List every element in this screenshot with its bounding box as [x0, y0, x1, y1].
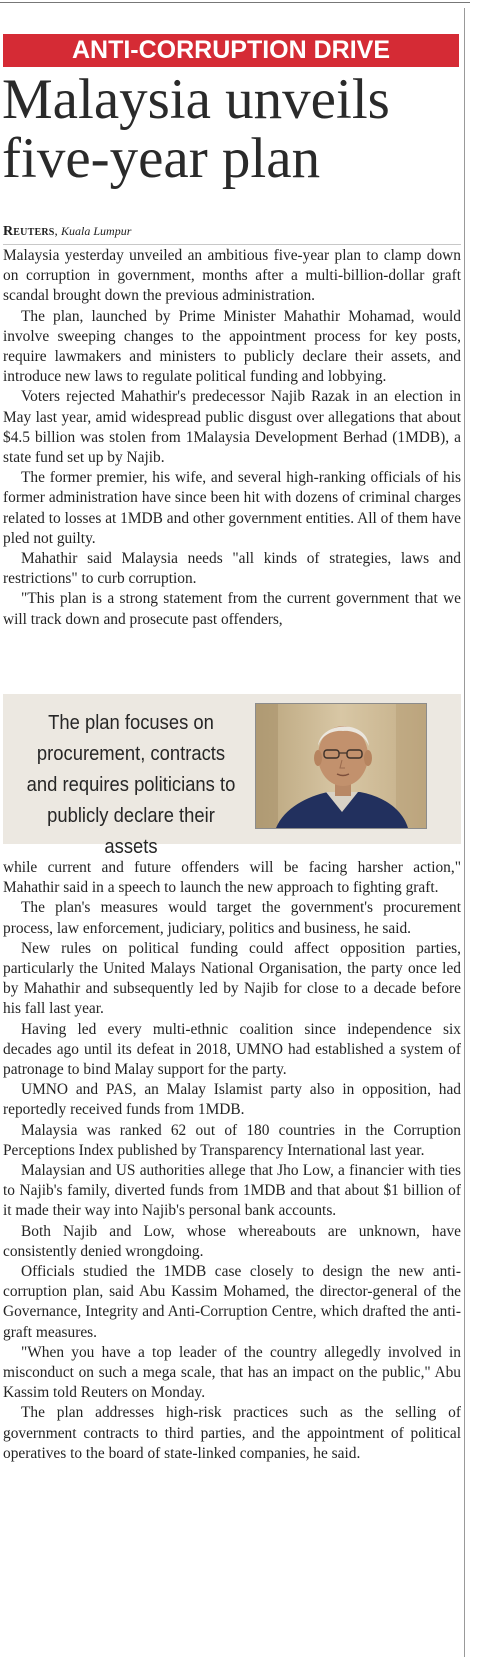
- pull-quote-box: [3, 694, 461, 858]
- portrait-image: [256, 704, 426, 828]
- paragraph: New rules on political funding could affect opposition parties, particularly the United Malays National Organisation, the party once led by Mahathir and subsequently led by Najib for close to a decade before his fall last year.: [3, 939, 461, 1018]
- article-body-part-2: [3, 858, 461, 1464]
- adjacent-column-edge: [468, 0, 484, 1657]
- article-body-part-1: [3, 246, 461, 630]
- portrait-photo: [255, 703, 427, 829]
- byline-location: Kuala Lumpur: [61, 224, 132, 238]
- byline-agency: Reuters: [3, 224, 55, 239]
- paragraph: The former premier, his wife, and several high-ranking officials of his former administration have since been hit with dozens of criminal charges related to losses at 1MDB and other government entities. All of them have pled not guilty.: [3, 469, 461, 547]
- paragraph: The plan's measures would target the government's procurement process, law enforcement, judiciary, politics and business, he said.: [3, 899, 461, 937]
- pull-quote-line: and requires politicians to: [26, 774, 236, 796]
- column-divider: [464, 8, 465, 1657]
- paragraph: Officials studied the 1MDB case closely to design the new anti-corruption plan, said Abu Kassim Mohamed, the director-general of the Governance, Integrity and Anti-Corruption Centre, which drafted the anti-graft measures.: [3, 1263, 461, 1341]
- paragraph: Voters rejected Mahathir's predecessor Najib Razak in an election in May last year, amid widespread public disgust over allegations that about $4.5 billion was stolen from 1Malaysia Development Berhad (1MDB), a state fund set up by Najib.: [3, 388, 461, 467]
- pull-quote-line: The plan focuses on: [48, 712, 214, 734]
- paragraph: Malaysian and US authorities allege that Jho Low, a financier with ties to Najib's family, diverted funds from 1MDB and that about $1 billion of it made their way into Najib's personal bank accounts.: [3, 1162, 461, 1220]
- paragraph: Malaysia yesterday unveiled an ambitious five-year plan to clamp down on corruption in government, months after a multi-billion-dollar graft scandal brought down the previous administration.: [3, 247, 461, 305]
- byline: Reuters, Kuala Lumpur: [3, 223, 132, 239]
- paragraph: Mahathir said Malaysia needs "all kinds of strategies, laws and restrictions" to curb corruption.: [3, 550, 461, 588]
- paragraph: Malaysia was ranked 62 out of 180 countries in the Corruption Perceptions Index published by Transparency International last year.: [3, 1121, 461, 1159]
- pull-quote-line: publicly declare their assets: [47, 805, 215, 858]
- pull-quote-line: procurement, contracts: [36, 743, 226, 765]
- paragraph: while current and future offenders will be facing harsher action," Mahathir said in a speech to launch the new approach to fighting graft.: [3, 859, 461, 897]
- headline-line-1: Malaysia unveils: [2, 68, 390, 131]
- top-rule: [0, 0, 470, 6]
- pull-quote-text: [21, 708, 242, 863]
- headline: [2, 70, 464, 188]
- byline-rule: [3, 244, 461, 245]
- paragraph: "This plan is a strong statement from the current government that we will track down and prosecute past offenders,: [3, 590, 461, 628]
- paragraph: Both Najib and Low, whose whereabouts are unknown, have consistently denied wrongdoing.: [3, 1222, 461, 1260]
- section-kicker: ANTI-CORRUPTION DRIVE: [3, 34, 459, 67]
- headline-line-2: five-year plan: [2, 127, 321, 190]
- paragraph: The plan addresses high-risk practices such as the selling of government contracts to third parties, and the appointment of political operatives to the board of state-linked companies, he said.: [3, 1404, 461, 1462]
- paragraph: The plan, launched by Prime Minister Mahathir Mohamad, would involve sweeping changes to the appointment process for key posts, require lawmakers and ministers to publicly declare their assets, and introduce new laws to regulate political funding and lobbying.: [3, 307, 461, 386]
- paragraph: Having led every multi-ethnic coalition since independence six decades ago until its defeat in 2018, UMNO had established a system of patronage to bind Malay support for the party.: [3, 1020, 461, 1079]
- paragraph: "When you have a top leader of the country allegedly involved in misconduct on such a mega scale, that has an impact on the public," Abu Kassim told Reuters on Monday.: [3, 1343, 461, 1402]
- paragraph: UMNO and PAS, an Malay Islamist party also in opposition, had reportedly received funds from 1MDB.: [3, 1081, 461, 1119]
